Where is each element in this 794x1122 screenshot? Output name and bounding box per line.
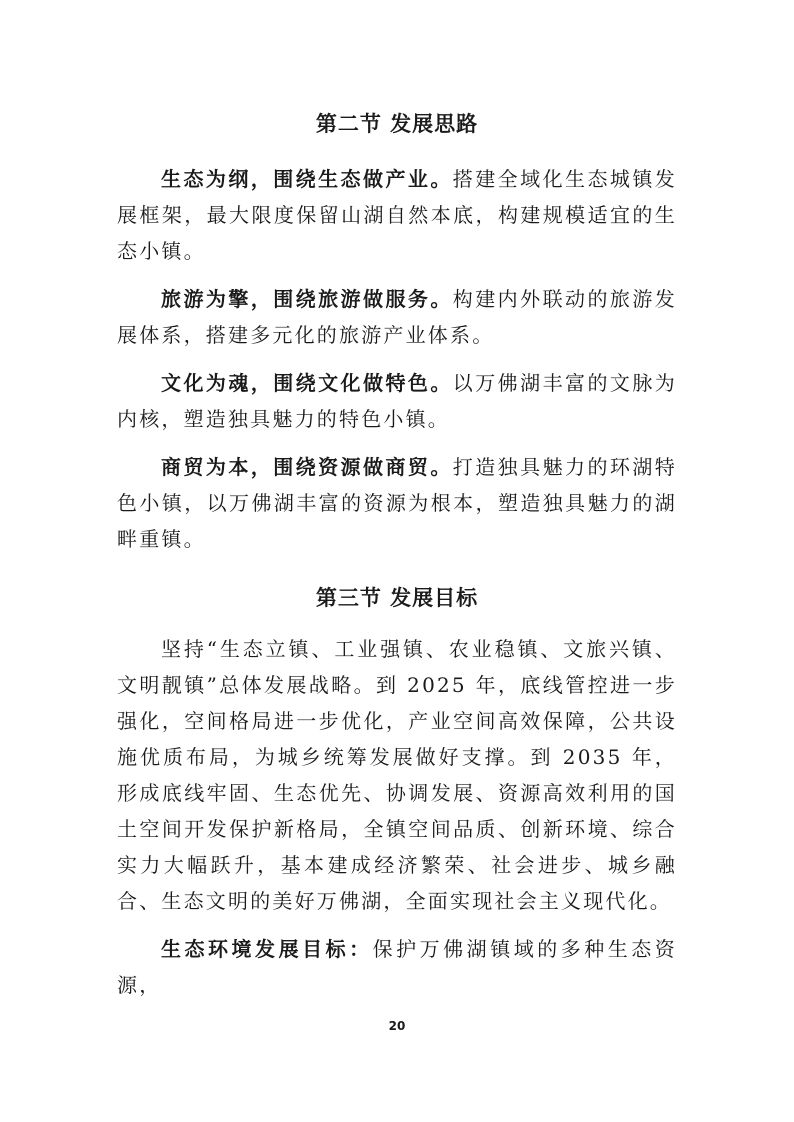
section-body-development-approach bbox=[117, 161, 677, 557]
section-body-development-goals bbox=[117, 631, 677, 1003]
page-number: 20 bbox=[388, 1019, 406, 1033]
paragraph-overall-strategy: 坚持“生态立镇、工业强镇、农业稳镇、文旅兴镇、文明靓镇”总体发展战略。到 2025 年，底线管控进一步强化，空间格局进一步优化，产业空间高效保障，公共设施优质布局，为城乡统筹发展做好支撑。到 2035 年，形成底线牢固、生态优先、协调发展、资源高效利用的国土空间开发保护新格局，全镇空间品质、创新环境、综合实力大幅跃升，基本建成经济繁荣、社会进步、城乡融合、生态文明的美好万佛湖，全面实现社会主义现代化。 bbox=[117, 637, 677, 913]
paragraph-text: 构建内外联动的旅游发展体系，搭建多元化的旅游产业体系。 bbox=[117, 287, 678, 347]
paragraph-lead: 文化为魂，围绕文化做特色。 bbox=[161, 371, 453, 395]
paragraph-lead: 生态为纲，围绕生态做产业。 bbox=[161, 167, 453, 191]
paragraph-lead: 生态环境发展目标： bbox=[161, 937, 373, 961]
paragraph-text: 搭建全域化生态城镇发展框架，最大限度保留山湖自然本底，构建规模适宜的生态小镇。 bbox=[117, 167, 678, 263]
section-heading-development-goals: 第三节 发展目标 bbox=[315, 586, 479, 610]
paragraph-text: 打造独具魅力的环湖特色小镇，以万佛湖丰富的资源为根本，塑造独具魅力的湖畔重镇。 bbox=[117, 455, 678, 551]
paragraph-lead: 旅游为擎，围绕旅游做服务。 bbox=[161, 287, 453, 311]
paragraph-ecology bbox=[117, 161, 677, 269]
paragraph-culture bbox=[117, 365, 677, 437]
paragraph-tourism bbox=[117, 281, 677, 353]
paragraph-commerce bbox=[117, 449, 677, 557]
section-heading-development-approach: 第二节 发展思路 bbox=[315, 112, 479, 136]
paragraph-text: 保护万佛湖镇域的多种生态资源， bbox=[117, 937, 677, 997]
paragraph-text: 以万佛湖丰富的文脉为内核，塑造独具魅力的特色小镇。 bbox=[117, 371, 678, 431]
paragraph-ecological-goals bbox=[117, 931, 677, 1003]
paragraph-lead: 商贸为本，围绕资源做商贸。 bbox=[161, 455, 453, 479]
